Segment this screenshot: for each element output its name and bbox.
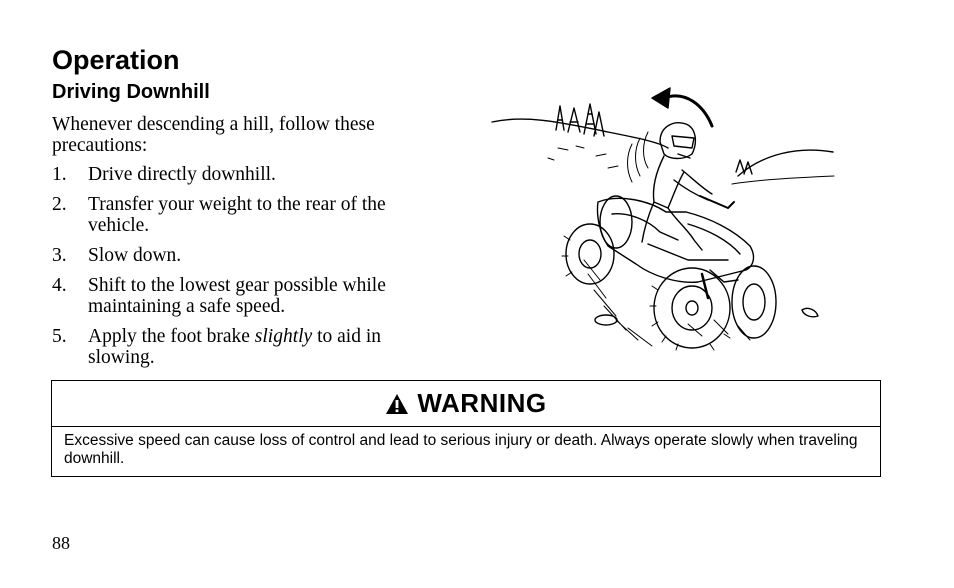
step-text-start: Apply the foot brake	[88, 326, 255, 347]
step-number: 1.	[52, 164, 67, 185]
list-item	[52, 164, 442, 185]
section-title: Operation	[52, 45, 180, 75]
warning-triangle-icon	[385, 393, 409, 415]
list-item	[52, 194, 442, 236]
intro-paragraph: Whenever descending a hill, follow these precautions:	[52, 114, 375, 156]
list-item	[52, 326, 442, 368]
step-number: 2.	[52, 194, 67, 215]
list-item	[52, 245, 442, 266]
step-number: 4.	[52, 275, 67, 296]
warning-title: WARNING	[417, 388, 547, 418]
page-number: 88	[52, 533, 70, 553]
step-text: Slow down.	[88, 245, 182, 266]
warning-box	[51, 380, 881, 477]
precaution-list	[52, 164, 442, 377]
emphasis-text: slightly	[254, 326, 313, 347]
subsection-title: Driving Downhill	[52, 81, 210, 103]
step-text: Shift to the lowest gear possible while maintaining a safe speed.	[88, 275, 386, 317]
step-number: 3.	[52, 245, 67, 266]
warning-header	[52, 381, 880, 427]
step-text-end: to aid in slowing.	[88, 326, 382, 368]
step-text: Drive directly downhill.	[88, 164, 276, 185]
list-item	[52, 275, 442, 317]
atv-downhill-illustration	[488, 84, 848, 354]
warning-text: Excessive speed can cause loss of control and lead to serious injury or death. Always operate slowly when traveling downhill.	[64, 432, 858, 467]
step-text: Transfer your weight to the rear of the vehicle.	[88, 194, 386, 236]
step-text	[88, 326, 381, 368]
step-number: 5.	[52, 326, 67, 347]
